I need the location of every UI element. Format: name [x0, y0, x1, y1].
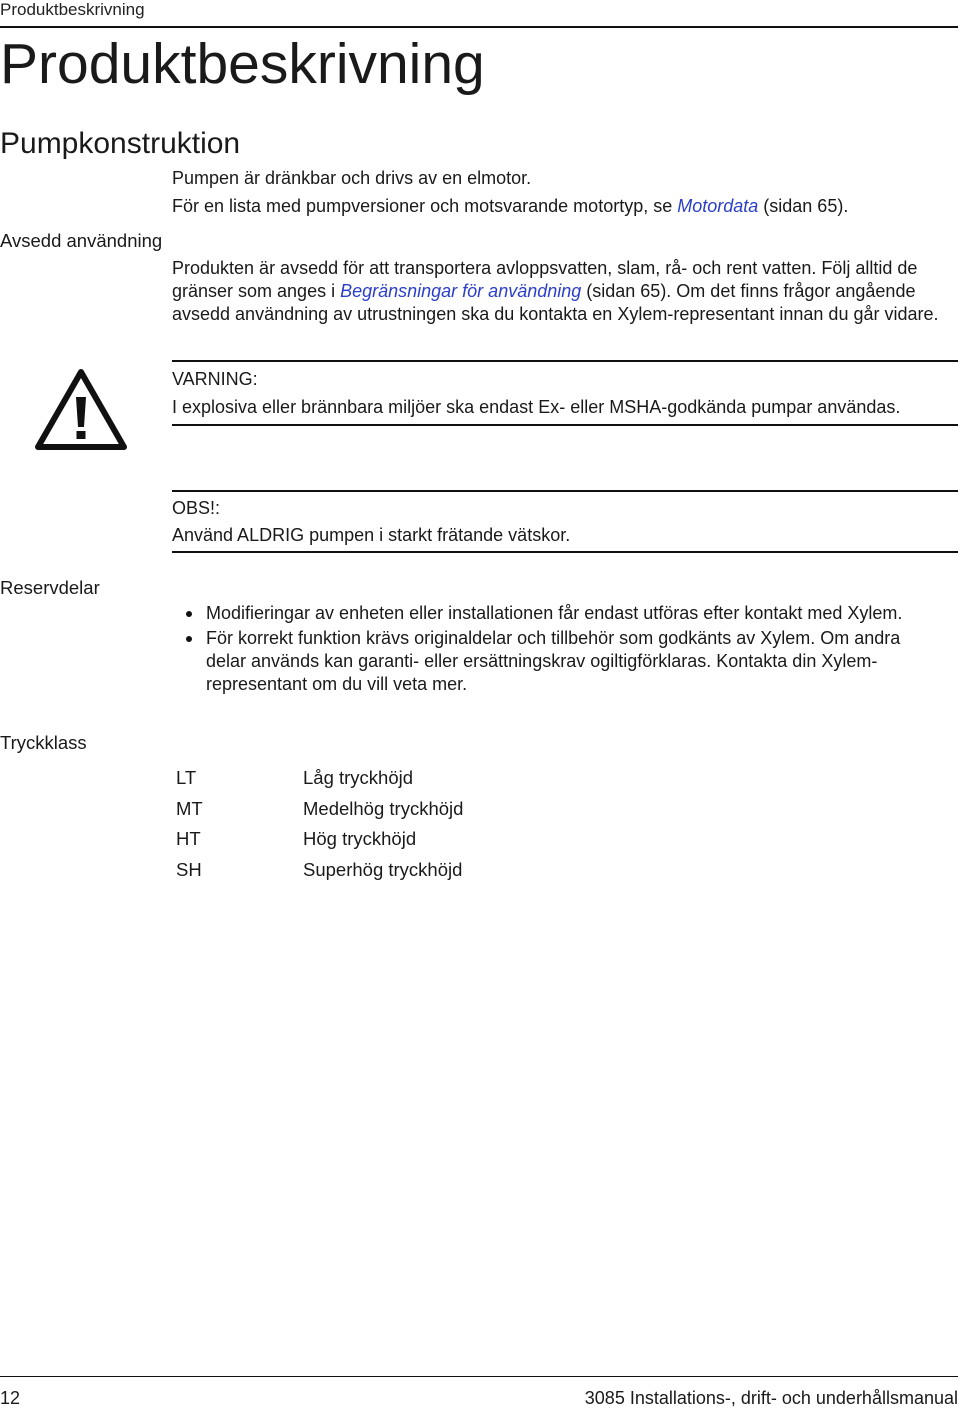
- list-item-text: För korrekt funktion krävs originaldelar och tillbehör som godkänts av Xylem. Om andra delar används kan garanti- eller ersättningskrav ogiltigförklaras. Kontakta din Xylem-representant om du vill veta mer.: [206, 628, 901, 694]
- note-text: Använd ALDRIG pumpen i starkt frätande vätskor.: [172, 525, 571, 545]
- bullet-icon: [186, 636, 192, 642]
- intended-use-text: [172, 257, 956, 326]
- page-number: 12: [0, 1388, 21, 1408]
- spare-parts-label: Reservdelar: [0, 577, 100, 598]
- note-top-rule: [172, 490, 958, 492]
- pressure-desc: Låg tryckhöjd: [303, 767, 414, 788]
- running-header: Produktbeskrivning: [0, 0, 145, 19]
- warning-bottom-rule: [172, 424, 958, 426]
- intended-use-post: (sidan 65). Om det finns frågor angående avsedd användning av utrustningen ska du kontakta en Xylem-representant innan du går vidare.: [172, 281, 939, 324]
- section-heading-pump: Pumpkonstruktion: [0, 127, 241, 160]
- pump-description: Pumpen är dränkbar och drivs av en elmotor.: [172, 168, 532, 188]
- pressure-desc: Medelhög tryckhöjd: [303, 798, 464, 819]
- pump-versions-post: (sidan 65).: [758, 196, 849, 216]
- note-bottom-rule: [172, 551, 958, 553]
- pressure-code: LT: [176, 767, 197, 788]
- spare-parts-list: [172, 602, 932, 698]
- manual-title: 3085 Installations-, drift- och underhållsmanual: [584, 1388, 958, 1408]
- list-item: [172, 627, 932, 696]
- warning-title: VARNING:: [172, 369, 258, 389]
- pressure-code: SH: [176, 859, 202, 880]
- motordata-link[interactable]: Motordata: [677, 196, 759, 216]
- pressure-code: HT: [176, 828, 201, 849]
- pressure-class-label: Tryckklass: [0, 732, 87, 753]
- pump-versions-pre: För en lista med pumpversioner och motsvarande motortyp, se: [172, 196, 678, 216]
- bullet-icon: [186, 611, 192, 617]
- intended-use-pre: Produkten är avsedd för att transportera avloppsvatten, slam, rå- och rent vatten. Följ alltid de gränser som anges i: [172, 258, 918, 301]
- footer-divider: [0, 1376, 958, 1377]
- limitations-link[interactable]: Begränsningar för användning: [340, 281, 582, 301]
- pressure-desc: Hög tryckhöjd: [303, 828, 417, 849]
- pressure-desc: Superhög tryckhöjd: [303, 859, 463, 880]
- warning-text: I explosiva eller brännbara miljöer ska endast Ex- eller MSHA-godkända pumpar användas.: [172, 397, 901, 417]
- pump-versions-text: [172, 195, 848, 218]
- pressure-code: MT: [176, 798, 203, 819]
- intended-use-label: Avsedd användning: [0, 230, 163, 251]
- warning-triangle-icon: [34, 367, 128, 451]
- list-item: [172, 602, 932, 625]
- warning-top-rule: [172, 360, 958, 362]
- list-item-text: Modifieringar av enheten eller installationen får endast utföras efter kontakt med Xylem.: [206, 603, 903, 623]
- page-title: Produktbeskrivning: [0, 32, 485, 96]
- note-title: OBS!:: [172, 498, 221, 518]
